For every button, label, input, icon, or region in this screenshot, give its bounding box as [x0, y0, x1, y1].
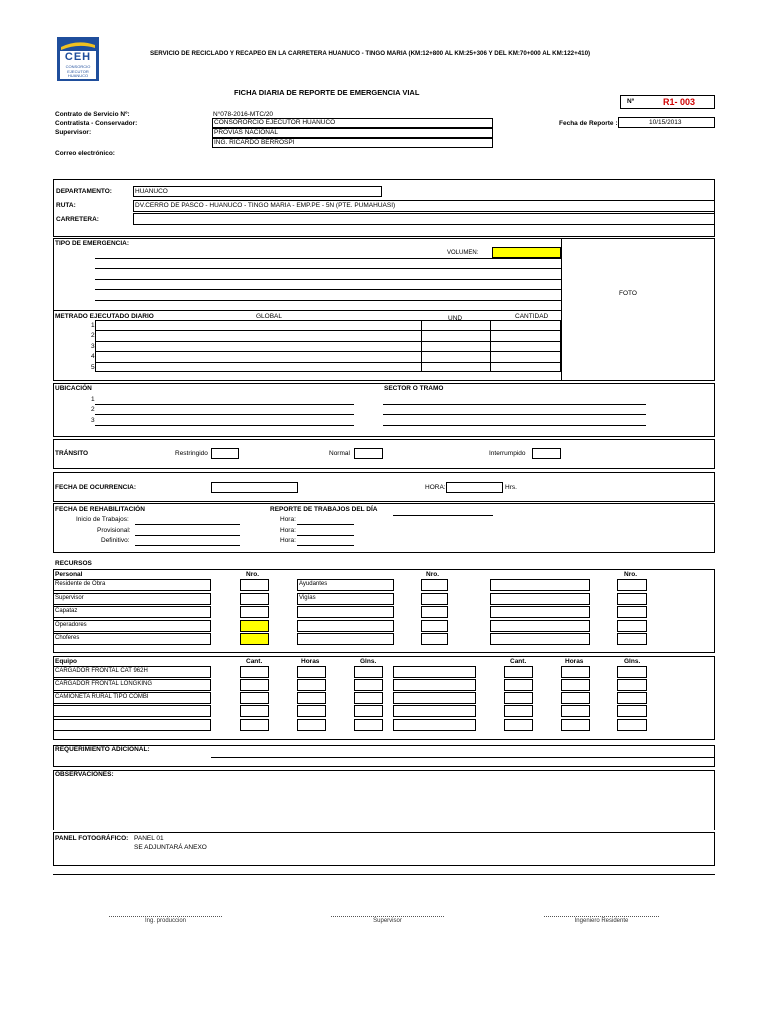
contract-value[interactable]: N°078-2016-MTC/20: [213, 111, 274, 118]
signature-label: Ingeniero Residente: [574, 918, 629, 924]
logo-sub-line: HUANUCO: [67, 73, 89, 78]
equipment-hours[interactable]: [297, 705, 326, 717]
volume-label: VOLUMEN:: [447, 250, 479, 256]
photo-panel-label: PANEL FOTOGRÁFICO:: [55, 835, 129, 842]
signature-line[interactable]: [109, 916, 222, 917]
start-date-line[interactable]: [135, 524, 240, 525]
equipment-qty[interactable]: [504, 679, 533, 691]
requirement-section: [53, 745, 715, 767]
personnel-count[interactable]: [617, 606, 647, 618]
personnel-row[interactable]: [490, 606, 590, 618]
restricted-checkbox[interactable]: [211, 448, 239, 459]
personnel-role: Vigías: [299, 595, 316, 601]
occurrence-hour-field[interactable]: [446, 482, 503, 493]
personnel-role: Supervisor: [55, 595, 84, 601]
route-value: DV.CERRO DE PASCO - HUANUCO - TINGO MARIA - EMP.PE - 5N (PTE. PUMAHUASI): [135, 202, 396, 209]
ubicacion-row-num: 3: [91, 417, 95, 424]
equipment-gallons[interactable]: [354, 692, 383, 704]
logo-sub-line: EJECUTOR: [67, 68, 89, 74]
personnel-row[interactable]: [490, 579, 590, 591]
equipment-label: Equipo: [55, 658, 78, 665]
metrado-row-num: 4: [91, 353, 95, 360]
logo-text: CEH: [64, 51, 92, 63]
equipment-row[interactable]: [53, 692, 211, 704]
metrado-grid[interactable]: [95, 320, 561, 372]
equipment-row[interactable]: [53, 705, 211, 717]
equipment-row[interactable]: [53, 719, 211, 731]
report-date-value: 10/15/2013: [649, 119, 682, 126]
road-field[interactable]: [133, 213, 715, 225]
provisional-label: Provisional:: [97, 527, 131, 534]
equipment-hours[interactable]: [297, 719, 326, 731]
equipment-gallons[interactable]: [354, 719, 383, 731]
personnel-count[interactable]: [617, 633, 647, 645]
personnel-row[interactable]: [297, 606, 394, 618]
equipment-hours[interactable]: [561, 692, 590, 704]
equipment-row[interactable]: [393, 679, 476, 691]
observations-label: OBSERVACIONES:: [55, 771, 114, 778]
equipment-qty[interactable]: [504, 666, 533, 678]
hrs-label: Hrs.: [505, 484, 517, 491]
personnel-count[interactable]: [617, 579, 647, 591]
personnel-count[interactable]: [421, 593, 448, 605]
equipment-gallons[interactable]: [617, 705, 647, 717]
equipment-qty[interactable]: [240, 705, 269, 717]
metrado-row-num: 1: [91, 322, 95, 329]
signature-label: Ing. produccion: [144, 918, 187, 924]
equipment-row[interactable]: [393, 705, 476, 717]
road-label: CARRETERA:: [56, 216, 99, 223]
personnel-count[interactable]: [421, 606, 448, 618]
occurrence-section: [53, 472, 715, 502]
equipment-qty[interactable]: [504, 705, 533, 717]
equipment-hours[interactable]: [561, 705, 590, 717]
metrado-row-num: 2: [91, 332, 95, 339]
personnel-row[interactable]: [297, 620, 394, 632]
supervisor-label: Supervisor:: [55, 129, 92, 136]
photo-divider: [561, 238, 562, 381]
personnel-count[interactable]: [240, 593, 269, 605]
route-field[interactable]: [133, 200, 715, 212]
emergency-type-label: TIPO DE EMERGENCIA:: [55, 240, 130, 247]
equipment-row[interactable]: [393, 666, 476, 678]
definitive-date-line[interactable]: [135, 545, 240, 546]
department-field[interactable]: [133, 186, 382, 197]
personnel-count[interactable]: [240, 620, 269, 632]
cant-header: Cant.: [510, 658, 527, 665]
department-value: HUANUCO: [135, 188, 168, 195]
hour-line[interactable]: [297, 545, 354, 546]
personnel-row[interactable]: [490, 620, 590, 632]
personnel-row[interactable]: [53, 593, 211, 605]
logo-subtitle: [60, 65, 96, 79]
occurrence-date-field[interactable]: [211, 482, 298, 493]
interrupted-label: Interrumpido: [489, 450, 526, 457]
equipment-name: CARGADOR FRONTAL CAT 962H: [55, 668, 148, 674]
daily-report-label: REPORTE DE TRABAJOS DEL DÍA: [270, 506, 378, 513]
start-label: Inicio de Trabajos:: [76, 516, 129, 523]
definitive-label: Definitivo:: [101, 537, 130, 544]
equipment-qty[interactable]: [240, 692, 269, 704]
personnel-row[interactable]: [53, 606, 211, 618]
equipment-gallons[interactable]: [617, 719, 647, 731]
provisional-date-line[interactable]: [135, 535, 240, 536]
equipment-gallons[interactable]: [354, 705, 383, 717]
equipment-gallons[interactable]: [617, 666, 647, 678]
contractor-field[interactable]: [212, 118, 493, 128]
hours-header: Horas: [565, 658, 584, 665]
personnel-row[interactable]: [53, 620, 211, 632]
equipment-gallons[interactable]: [354, 679, 383, 691]
supervisor-field[interactable]: [212, 128, 493, 138]
supervisor-name-field[interactable]: [212, 138, 493, 148]
supervisor-value: PROVIAS NACIONAL: [214, 129, 278, 136]
supervisor-name: ING. RICARDO BERROSPI: [214, 139, 295, 146]
ubicacion-row-num: 1: [91, 396, 95, 403]
resources-label: RECURSOS: [55, 560, 92, 567]
report-date-field[interactable]: [618, 117, 715, 128]
personnel-label: Personal: [55, 571, 83, 578]
equipment-hours[interactable]: [297, 679, 326, 691]
metrado-label: METRADO EJECUTADO DIARIO: [55, 313, 154, 320]
personnel-role: Residente de Obra: [55, 581, 106, 587]
signature-label: Supervisor: [373, 918, 402, 924]
photo-panel-annex: SE ADJUNTARÁ ANEXO: [134, 844, 207, 851]
requirement-label: REQUERIMIENTO ADICIONAL:: [55, 746, 150, 753]
restricted-label: Restringido: [175, 450, 208, 457]
normal-checkbox[interactable]: [354, 448, 383, 459]
equipment-qty[interactable]: [504, 692, 533, 704]
metrado-row-num: 5: [91, 364, 95, 371]
personnel-row[interactable]: [53, 579, 211, 591]
photo-panel-value: PANEL 01: [134, 835, 164, 842]
metrado-row-num: 3: [91, 343, 95, 350]
contract-label: Contrato de Servicio Nº:: [55, 111, 130, 118]
route-label: RUTA:: [56, 202, 76, 209]
equipment-qty[interactable]: [240, 719, 269, 731]
service-title: SERVICIO DE RECICLADO Y RECAPEO EN LA CARRETERA HUANUCO - TINGO MARIA (KM:12+800 AL KM:25+306 Y DEL KM:70+000 AL KM:122+410): [150, 50, 591, 57]
ubicacion-label: UBICACIÓN: [55, 385, 92, 392]
equipment-row[interactable]: [393, 719, 476, 731]
personnel-row[interactable]: [53, 633, 211, 645]
contractor-value: CONSORORCIO EJECUTOR HUANUCO: [214, 119, 336, 126]
occurrence-label: FECHA DE OCURRENCIA:: [55, 484, 137, 491]
equipment-row[interactable]: [53, 679, 211, 691]
volume-field[interactable]: [492, 247, 561, 258]
equipment-qty[interactable]: [240, 679, 269, 691]
gallons-header: Glns.: [360, 658, 377, 665]
hour-label: Hora:: [280, 537, 296, 544]
photo-label: FOTO: [619, 290, 637, 297]
equipment-name: CAMIONETA RURAL TIPO COMBI: [55, 694, 149, 700]
personnel-row[interactable]: [490, 633, 590, 645]
personnel-row[interactable]: [490, 593, 590, 605]
personnel-count[interactable]: [240, 579, 269, 591]
equipment-row[interactable]: [393, 692, 476, 704]
report-date-label: Fecha de Reporte :: [559, 120, 618, 127]
personnel-role: Operadores: [55, 622, 87, 628]
ubicacion-row-num: 2: [91, 406, 95, 413]
hour-label: HORA:: [425, 484, 446, 491]
personnel-row[interactable]: [297, 579, 394, 591]
report-number: R1- 003: [663, 97, 696, 107]
contractor-label: Contratista - Conservador:: [55, 120, 138, 127]
metrado-col-cantidad: CANTIDAD: [515, 313, 549, 320]
sector-label: SECTOR O TRAMO: [384, 385, 444, 392]
personnel-role: Capataz: [55, 608, 78, 614]
gallons-header: Glns.: [624, 658, 641, 665]
equipment-gallons[interactable]: [617, 692, 647, 704]
metrado-col-und: UND: [448, 315, 463, 322]
equipment-hours[interactable]: [561, 666, 590, 678]
form-title: FICHA DIARIA DE REPORTE DE EMERGENCIA VIAL: [234, 88, 420, 97]
personnel-count[interactable]: [617, 593, 647, 605]
equipment-hours[interactable]: [561, 719, 590, 731]
equipment-name: CARGADOR FRONTAL LONGKING: [55, 681, 153, 687]
hour-label: Hora:: [280, 516, 296, 523]
personnel-row[interactable]: [297, 633, 394, 645]
personnel-role: Choferes: [55, 635, 80, 641]
logo-sub-line: CONSORCIO: [65, 64, 91, 69]
personnel-count[interactable]: [617, 620, 647, 632]
equipment-qty[interactable]: [504, 719, 533, 731]
personnel-count[interactable]: [421, 579, 448, 591]
metrado-col-global: GLOBAL: [256, 313, 283, 320]
personnel-count[interactable]: [421, 633, 448, 645]
normal-label: Normal: [329, 450, 350, 457]
company-logo: [57, 37, 99, 81]
hour-line[interactable]: [297, 535, 354, 536]
nro-header: Nro.: [246, 571, 259, 578]
requirement-line[interactable]: [211, 757, 715, 758]
personnel-row[interactable]: [297, 593, 394, 605]
hour-label: Hora:: [280, 527, 296, 534]
rehabilitation-label: FECHA DE REHABILITACIÓN: [55, 506, 145, 513]
email-label: Correo electrónico:: [55, 150, 115, 157]
equipment-row[interactable]: [53, 666, 211, 678]
equipment-gallons[interactable]: [617, 679, 647, 691]
number-label: Nº: [627, 98, 635, 105]
signature-line[interactable]: [544, 916, 659, 917]
interrupted-checkbox[interactable]: [532, 448, 561, 459]
department-label: DEPARTAMENTO:: [56, 188, 112, 195]
transit-section: [53, 439, 715, 469]
equipment-hours[interactable]: [297, 692, 326, 704]
observations-section[interactable]: [53, 770, 715, 830]
cant-header: Cant.: [246, 658, 263, 665]
hour-line[interactable]: [297, 524, 354, 525]
equipment-hours[interactable]: [561, 679, 590, 691]
nro-header: Nro.: [426, 571, 439, 578]
equipment-hours[interactable]: [297, 666, 326, 678]
equipment-gallons[interactable]: [354, 666, 383, 678]
signature-line[interactable]: [331, 916, 444, 917]
daily-report-line[interactable]: [393, 515, 493, 516]
nro-header: Nro.: [624, 571, 637, 578]
personnel-count[interactable]: [240, 633, 269, 645]
personnel-count[interactable]: [240, 606, 269, 618]
personnel-count[interactable]: [421, 620, 448, 632]
equipment-qty[interactable]: [240, 666, 269, 678]
personnel-role: Ayudantes: [299, 581, 328, 587]
transit-label: TRÁNSITO: [55, 450, 89, 457]
hours-header: Horas: [301, 658, 320, 665]
report-number-box: [620, 95, 715, 109]
